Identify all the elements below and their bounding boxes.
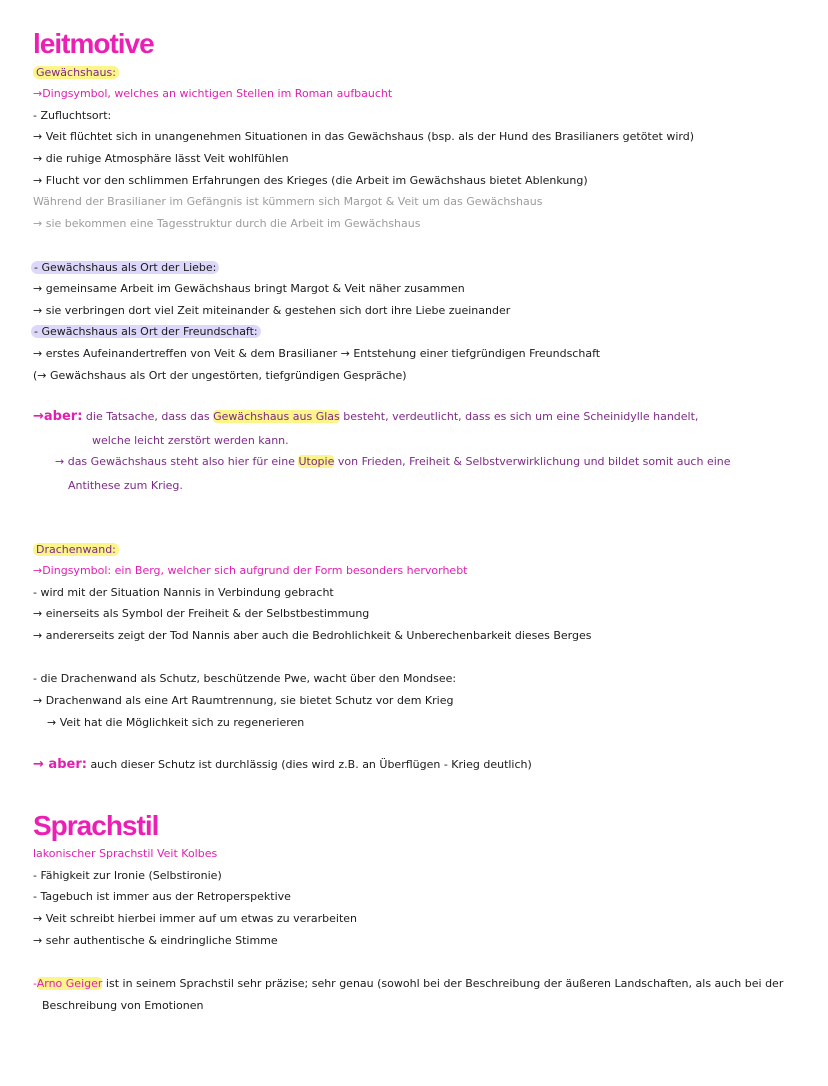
utopie-text-a: → das Gewächshaus steht also hier für eine <box>55 455 295 468</box>
verbringen-line: → sie verbringen dort viel Zeit miteinander & gestehen sich dort ihre Liebe zueinander <box>33 304 511 317</box>
leitmotive-title: leitmotive <box>33 28 154 59</box>
utopie-line2: Antithese zum Krieg. <box>68 479 183 492</box>
aber1-line2: welche leicht zerstört werden kann. <box>92 434 289 447</box>
gewaechshaus-heading <box>33 66 119 80</box>
utopie-line <box>55 455 731 469</box>
tagebuch-line: - Tagebuch ist immer aus der Retroperspektive <box>33 890 291 903</box>
arno-geiger-line2: Beschreibung von Emotionen <box>42 999 204 1012</box>
ironie-line: - Fähigkeit zur Ironie (Selbstironie) <box>33 869 222 882</box>
aber1-highlight: Gewächshaus aus Glas <box>213 410 340 423</box>
einerseits-line: → einerseits als Symbol der Freiheit & der Selbstbestimmung <box>33 607 370 620</box>
arno-geiger-line: -Arno Geiger ist in seinem Sprachstil sehr präzise; sehr genau (sowohl bei der Beschreibung der äußeren Landschaften, als auch bei der <box>33 977 784 990</box>
drachenwand-heading <box>33 543 119 557</box>
authentische-stimme-line: → sehr authentische & eindringliche Stimme <box>33 934 278 947</box>
veit-fluechtet-line: → Veit flüchtet sich in unangenehmen Situationen in das Gewächshaus (bsp. als der Hund des Brasilianers getötet wird) <box>33 130 694 143</box>
arno-geiger-text: ist in seinem Sprachstil sehr präzise; sehr genau (sowohl bei der Beschreibung der äußeren Landschaften, als auch bei der <box>105 977 784 990</box>
raumtrennung-line: → Drachenwand als eine Art Raumtrennung, sie bietet Schutz vor dem Krieg <box>33 694 454 707</box>
aber1-text-b: besteht, verdeutlicht, dass es sich um eine Scheinidylle handelt, <box>343 410 699 423</box>
utopie-text-b: von Frieden, Freiheit & Selbstverwirklichung und bildet somit auch eine <box>337 455 731 468</box>
waehrend-line: Während der Brasilianer im Gefängnis ist kümmern sich Margot & Veit um das Gewächshaus <box>33 195 543 208</box>
sprachstil-subheading: lakonischer Sprachstil Veit Kolbes <box>33 847 218 860</box>
ungestoerten-line: (→ Gewächshaus als Ort der ungestörten, tiefgründigen Gespräche) <box>33 369 407 382</box>
liebe-heading-text: - Gewächshaus als Ort der Liebe: <box>31 261 219 274</box>
schutz-line: - die Drachenwand als Schutz, beschützende Pwe, wacht über den Mondsee: <box>33 672 457 685</box>
drachenwand-dingsymbol-line: →Dingsymbol: ein Berg, welcher sich aufgrund der Form besonders hervorhebt <box>33 564 468 577</box>
aber1-line <box>33 410 698 424</box>
aber2-line <box>33 758 532 772</box>
aber1-label: →aber: <box>33 409 83 424</box>
situation-nannis-line: - wird mit der Situation Nannis in Verbindung gebracht <box>33 586 334 599</box>
arno-geiger-name: Arno Geiger <box>36 977 103 990</box>
erstes-aufeinandertreffen-line: → erstes Aufeinandertreffen von Veit & dem Brasilianer → Entstehung einer tiefgründigen Freundschaft <box>33 347 601 360</box>
aber1-text-a: die Tatsache, dass das <box>85 410 210 423</box>
utopie-highlight: Utopie <box>298 455 335 468</box>
sprachstil-title: Sprachstil <box>33 810 159 841</box>
freundschaft-heading-text: - Gewächshaus als Ort der Freundschaft: <box>31 325 261 338</box>
ruhige-atmosphaere-line: → die ruhige Atmosphäre lässt Veit wohlfühlen <box>33 152 289 165</box>
dingsymbol-line: →Dingsymbol, welches an wichtigen Stellen im Roman aufbaucht <box>33 87 393 100</box>
freundschaft-heading <box>31 325 261 339</box>
gemeinsame-arbeit-line: → gemeinsame Arbeit im Gewächshaus bringt Margot & Veit näher zusammen <box>33 282 465 295</box>
regenerieren-line: → Veit hat die Möglichkeit sich zu regenerieren <box>47 716 305 729</box>
gewaechshaus-heading-text: Gewächshaus: <box>33 66 119 79</box>
aber2-text: auch dieser Schutz ist durchlässig (dies wird z.B. an Überflügen - Krieg deutlich) <box>90 758 532 771</box>
tagesstruktur-line: → sie bekommen eine Tagesstruktur durch die Arbeit im Gewächshaus <box>33 217 421 230</box>
veit-schreibt-line: → Veit schreibt hierbei immer auf um etwas zu verarbeiten <box>33 912 358 925</box>
aber2-label: → aber: <box>33 757 87 772</box>
flucht-line: → Flucht vor den schlimmen Erfahrungen des Krieges (die Arbeit im Gewächshaus bietet Ablenkung) <box>33 174 588 187</box>
andererseits-line: → andererseits zeigt der Tod Nannis aber auch die Bedrohlichkeit & Unberechenbarkeit dieses Berges <box>33 629 592 642</box>
liebe-heading <box>31 261 219 275</box>
drachenwand-heading-text: Drachenwand: <box>33 543 119 556</box>
zufluchtsort-line: - Zufluchtsort: <box>33 109 112 122</box>
